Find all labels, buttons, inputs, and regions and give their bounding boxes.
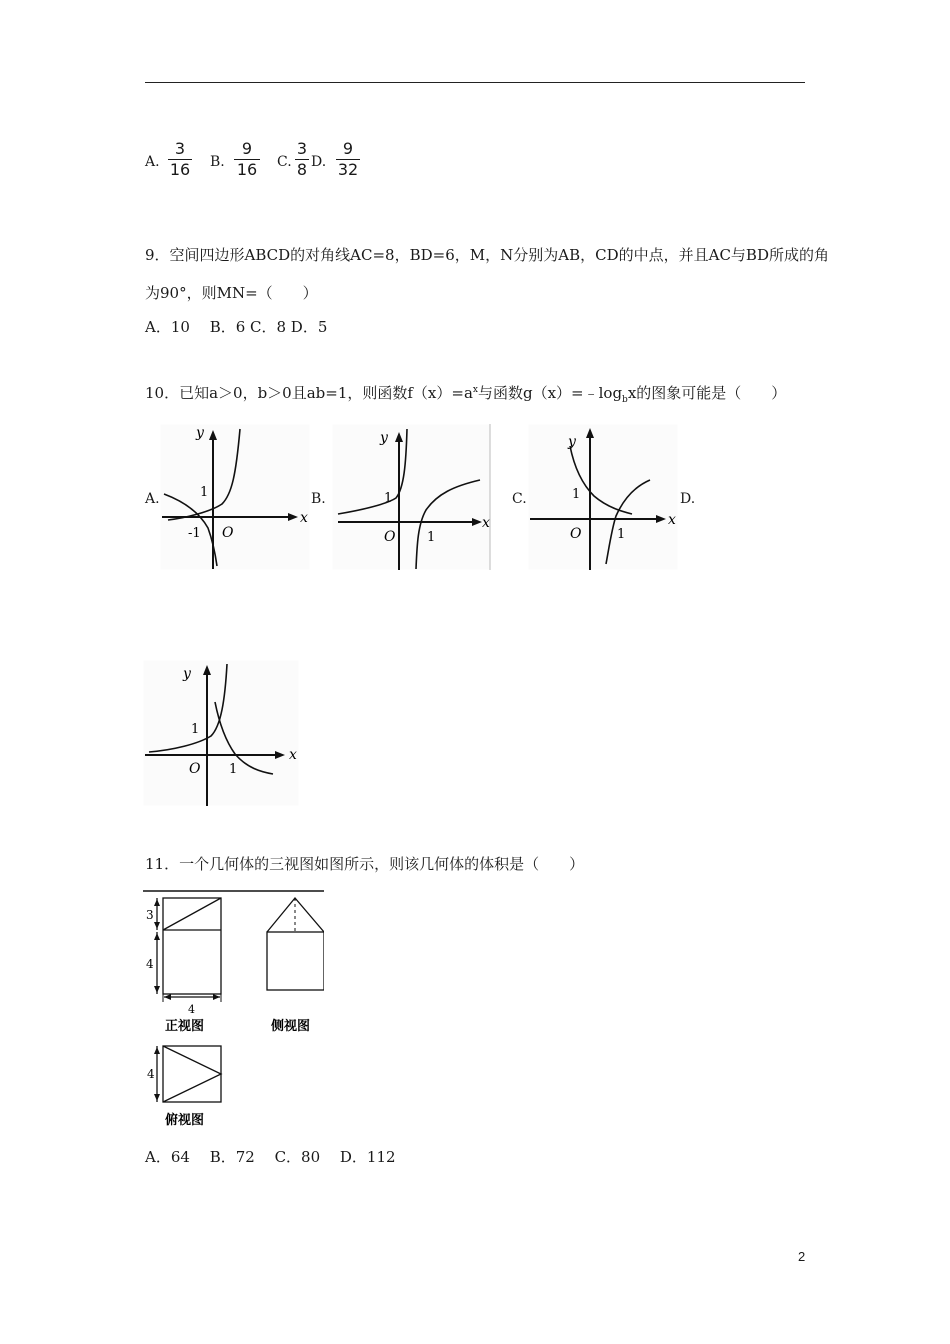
fraction-numerator: 3 [296,139,308,158]
tick-label-1-y: 1 [191,722,200,737]
y-axis-label: y [568,434,576,450]
q11-three-views-figure [143,890,324,1128]
q8-option-c-fraction [295,140,309,179]
fraction-numerator: 9 [241,139,253,158]
q10-stem-part2: 与函数g（x）=﹣log [477,384,623,402]
fraction-denominator: 32 [337,160,359,179]
q8-option-c-label: C. [277,154,292,170]
fraction-denominator: 16 [169,160,191,179]
tick-label-neg1: -1 [188,526,201,541]
q8-option-a-label: A. [145,154,160,170]
top-view [147,1046,221,1128]
q8-option-d-label: D. [311,154,327,170]
q10-option-a-label: A. [145,491,160,507]
front-view [146,898,221,1034]
q9-options: A．10 B．6 C．8 D．5 [145,318,328,336]
q11-options: A．64 B．72 C．80 D．112 [145,1148,396,1166]
x-axis-label: x [668,512,676,528]
q9-stem-line2: 为90°，则MN=（ ） [145,284,318,302]
origin-label: O [189,761,201,777]
q11-stem: 11．一个几何体的三视图如图所示，则该几何体的体积是（ ） [145,855,585,873]
front-view-caption: 正视图 [165,1019,205,1034]
q10-superscript: x [472,385,478,395]
q10-graph-b [332,424,492,570]
fraction-denominator: 8 [296,160,308,179]
origin-label: O [222,525,234,541]
origin-label: O [570,526,582,542]
top-dim-4: 4 [147,1067,155,1081]
tick-label-1: 1 [200,485,209,500]
q10-option-d-label: D. [680,491,696,507]
q8-option-b-fraction [234,140,260,179]
q9-stem-line1: 9．空间四边形ABCD的对角线AC=8，BD=6，M，N分别为AB，CD的中点，并且AC与BD所成的角 [145,246,829,264]
tick-label-1-x: 1 [427,530,436,545]
x-axis-label: x [289,747,297,763]
fraction-numerator: 3 [174,139,186,158]
x-axis-label: x [300,510,308,526]
origin-label: O [384,529,396,545]
y-axis-label: y [183,666,191,682]
q10-graph-a [160,424,310,570]
fraction-denominator: 16 [236,160,258,179]
y-axis-label: y [380,430,388,446]
tick-label-1-x: 1 [617,527,626,542]
q10-stem-part1: 10．已知a＞0，b＞0且ab=1，则函数f（x）=a [145,384,473,402]
header-rule [145,82,805,83]
q10-graph-c [528,424,678,570]
y-axis-label: y [196,425,204,441]
tick-label-1-y: 1 [384,491,393,506]
side-view-caption: 侧视图 [271,1019,311,1034]
x-axis-label: x [482,515,490,531]
q8-option-a-fraction [168,140,192,179]
q10-subscript: b [622,395,628,405]
front-dim-4-height: 4 [146,957,154,971]
side-view [267,898,324,1034]
tick-label-1-x: 1 [229,762,238,777]
page-number: 2 [798,1249,806,1264]
q8-option-b-label: B. [210,154,225,170]
q10-graph-d [143,660,299,806]
front-dim-4-width: 4 [188,1003,195,1016]
q10-stem-part3: x的图象可能是（ ） [627,384,787,402]
q10-option-b-label: B. [311,491,326,507]
top-view-caption: 俯视图 [165,1113,205,1128]
q8-option-d-fraction [336,140,360,179]
tick-label-1-y: 1 [572,487,581,502]
front-dim-3: 3 [146,908,154,922]
q10-option-c-label: C. [512,491,527,507]
q10-stem [145,382,786,405]
fraction-numerator: 9 [342,139,354,158]
